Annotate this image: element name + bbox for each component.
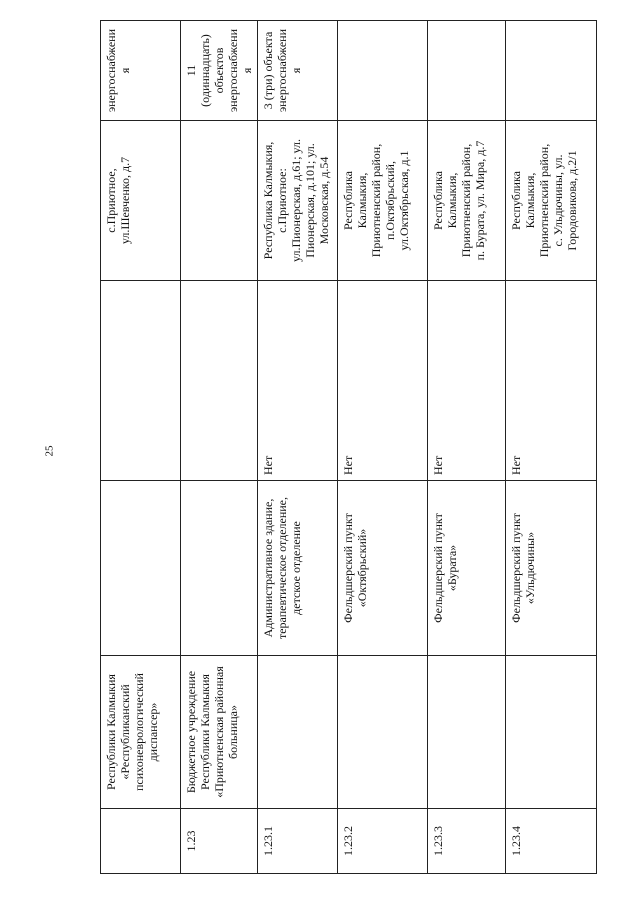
address-cell: Республика Калмыкия, Приютненский район, с. Ульдючины, ул. Городовикова, д.2/1 <box>506 121 597 281</box>
table-row <box>506 21 597 874</box>
flag-cell: Нет <box>258 281 338 481</box>
table-row <box>338 21 428 874</box>
object-name-cell: Административное здание, терапевтическое отделение, детское отделение <box>258 481 338 656</box>
flag-cell: Нет <box>338 281 428 481</box>
row-number-cell: 1.23.1 <box>258 809 338 874</box>
rotated-table-wrapper <box>100 21 589 874</box>
organization-cell <box>338 656 428 809</box>
flag-cell <box>101 281 181 481</box>
supply-objects-cell <box>506 21 597 121</box>
row-number-cell: 1.23 <box>181 809 258 874</box>
table-row <box>428 21 506 874</box>
object-name-cell <box>181 481 258 656</box>
page-number: 25 <box>43 445 56 457</box>
address-cell: Республика Калмыкия, Приютненский район, п. Бурата, ул. Мира, д.7 <box>428 121 506 281</box>
object-name-cell: Фельдшерский пункт «Бурата» <box>428 481 506 656</box>
supply-objects-cell <box>338 21 428 121</box>
address-cell: Республика Калмыкия, с.Приютное: ул.Пионерская, д.61; ул. Пионерская, д.101; ул. Московская, д.54 <box>258 121 338 281</box>
objects-table <box>100 20 597 874</box>
supply-objects-cell: 11 (одиннадцать) объектов энергоснабжени я <box>181 21 258 121</box>
object-name-cell: Фельдшерский пункт «Ульдючины» <box>506 481 597 656</box>
organization-cell: Республики Калмыкия «Республиканский психоневрологический диспансер» <box>101 656 181 809</box>
table-row <box>181 21 258 874</box>
flag-cell <box>181 281 258 481</box>
flag-cell: Нет <box>506 281 597 481</box>
row-number-cell: 1.23.2 <box>338 809 428 874</box>
organization-cell: Бюджетное учреждение Республики Калмыкия «Приютненская районная больница» <box>181 656 258 809</box>
object-name-cell: Фельдшерский пункт «Октябрьский» <box>338 481 428 656</box>
table-row <box>258 21 338 874</box>
address-cell: Республика Калмыкия, Приютненский район, п.Октябрьский, ул.Октябрьская, д.1 <box>338 121 428 281</box>
organization-cell <box>258 656 338 809</box>
row-number-cell: 1.23.3 <box>428 809 506 874</box>
supply-objects-cell: энергоснабжени я <box>101 21 181 121</box>
organization-cell <box>428 656 506 809</box>
organization-cell <box>506 656 597 809</box>
row-number-cell: 1.23.4 <box>506 809 597 874</box>
table-row <box>101 21 181 874</box>
row-number-cell <box>101 809 181 874</box>
supply-objects-cell: 3 (три) объекта энергоснабжени я <box>258 21 338 121</box>
address-cell <box>181 121 258 281</box>
supply-objects-cell <box>428 21 506 121</box>
flag-cell: Нет <box>428 281 506 481</box>
address-cell: с.Приютное, ул.Шевченко, д.7 <box>101 121 181 281</box>
object-name-cell <box>101 481 181 656</box>
